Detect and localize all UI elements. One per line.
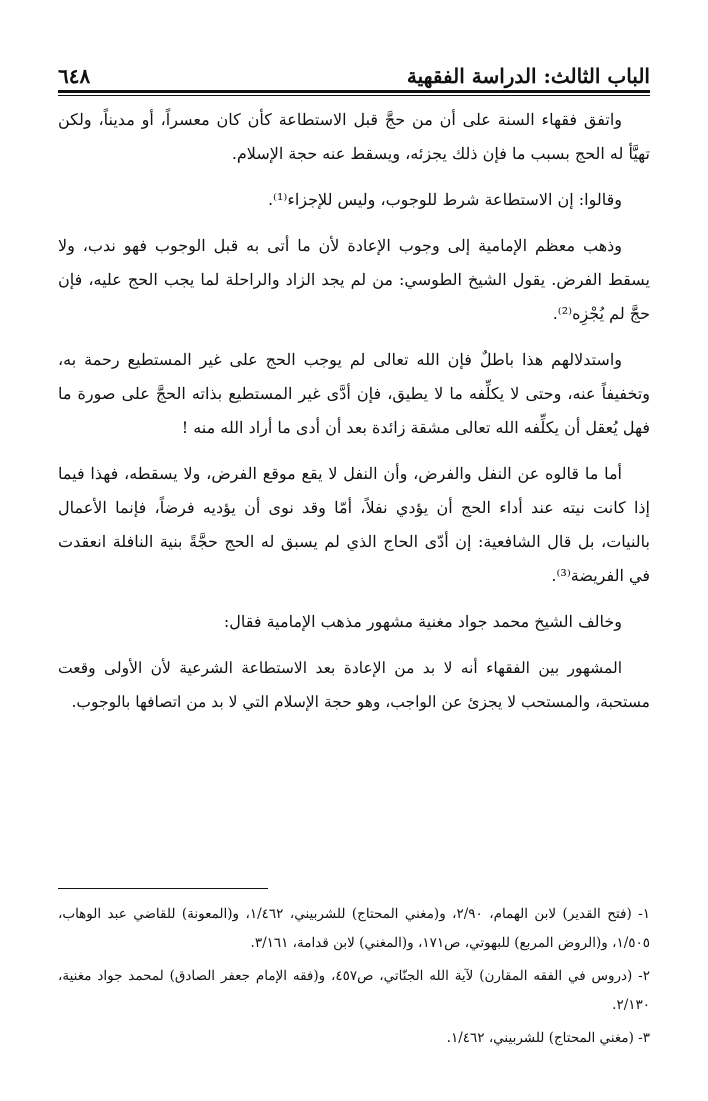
paragraph: أما ما قالوه عن النفل والفرض، وأن النفل لا يقع موقع الفرض، ولا يسقطه، فهذا فيما إذا كانت نيته عند أداء الحج أن يؤدي نفلاً، أمّا وقد نوى أن يؤديه فرضاً، فإنما الأعمال بالنيات، بل قال الشافعية: إن أدّى الحاج الذي لم يسبق له الحج حجَّةً بنية النافلة انعقدت في الفريضة⁽³⁾. [58, 464, 650, 585]
chapter-title: الباب الثالث: الدراسة الفقهية [406, 64, 650, 88]
header-rule-thin [58, 95, 650, 96]
header-rule-thick [58, 90, 650, 93]
quoted-paragraph: المشهور بين الفقهاء أنه لا بد من الإعادة بعد الاستطاعة الشرعية لأن الأولى وقعت مستحبة، والمستحب لا يجزئ عن الواجب، وهو حجة الإسلام التي لا بد من اتصافها بالوجوب. [58, 659, 650, 711]
paragraph: وقالوا: إن الاستطاعة شرط للوجوب، وليس للإجزاء⁽¹⁾. [267, 190, 622, 209]
footnote: ٣- (مغني المحتاج) للشربيني، ١/٤٦٢. [446, 1030, 650, 1046]
paragraph: واستدلالهم هذا باطلٌ فإن الله تعالى لم يوجب الحج على غير المستطيع رحمة به، وتخفيفاً عنه، وحتى لا يكلِّفه ما لا يطيق، فإن أدَّى غير المستطيع بذاته الحجَّ على صورة ما فهل يُعقل أن يكلِّفه الله تعالى مشقة زائدة بعد أن أدى ما أراد الله منه ! [58, 350, 650, 437]
footnote-separator [58, 888, 268, 889]
footnotes [58, 900, 650, 1057]
running-header [58, 58, 650, 88]
footnote: ١- (فتح القدير) لابن الهمام، ٢/٩٠، و(مغني المحتاج) للشربيني، ١/٤٦٢، و(المعونة) للقاضي عبد الوهاب، ١/٥٠٥، و(الروض المربع) للبهوتي، ص١٧١، و(المغني) لابن قدامة، ٣/١٦١. [58, 906, 650, 951]
footnote: ٢- (دروس في الفقه المقارن) لآية الله الجنّاتي، ص٤٥٧، و(فقه الإمام جعفر الصادق) لمحمد جواد مغنية، ٢/١٣٠. [58, 968, 650, 1013]
page-number: ٦٤٨ [58, 64, 91, 88]
paragraph: واتفق فقهاء السنة على أن من حجَّ قبل الاستطاعة كأن كان معسراً، أو مديناً، ولكن تهيَّأ له الحج بسبب ما فإن ذلك يجزئه، ويسقط عنه حجة الإسلام. [58, 110, 650, 163]
paragraph: وخالف الشيخ محمد جواد مغنية مشهور مذهب الإمامية فقال: [223, 612, 622, 631]
paragraph: وذهب معظم الإمامية إلى وجوب الإعادة لأن ما أتى به قبل الوجوب فهو ندب، ولا يسقط الفرض. يقول الشيخ الطوسي: من لم يجد الزاد والراحلة لما يجب الحج عليه، فإن حجَّ لم يُجْزِه⁽²⁾. [58, 236, 650, 323]
main-text [58, 103, 650, 719]
